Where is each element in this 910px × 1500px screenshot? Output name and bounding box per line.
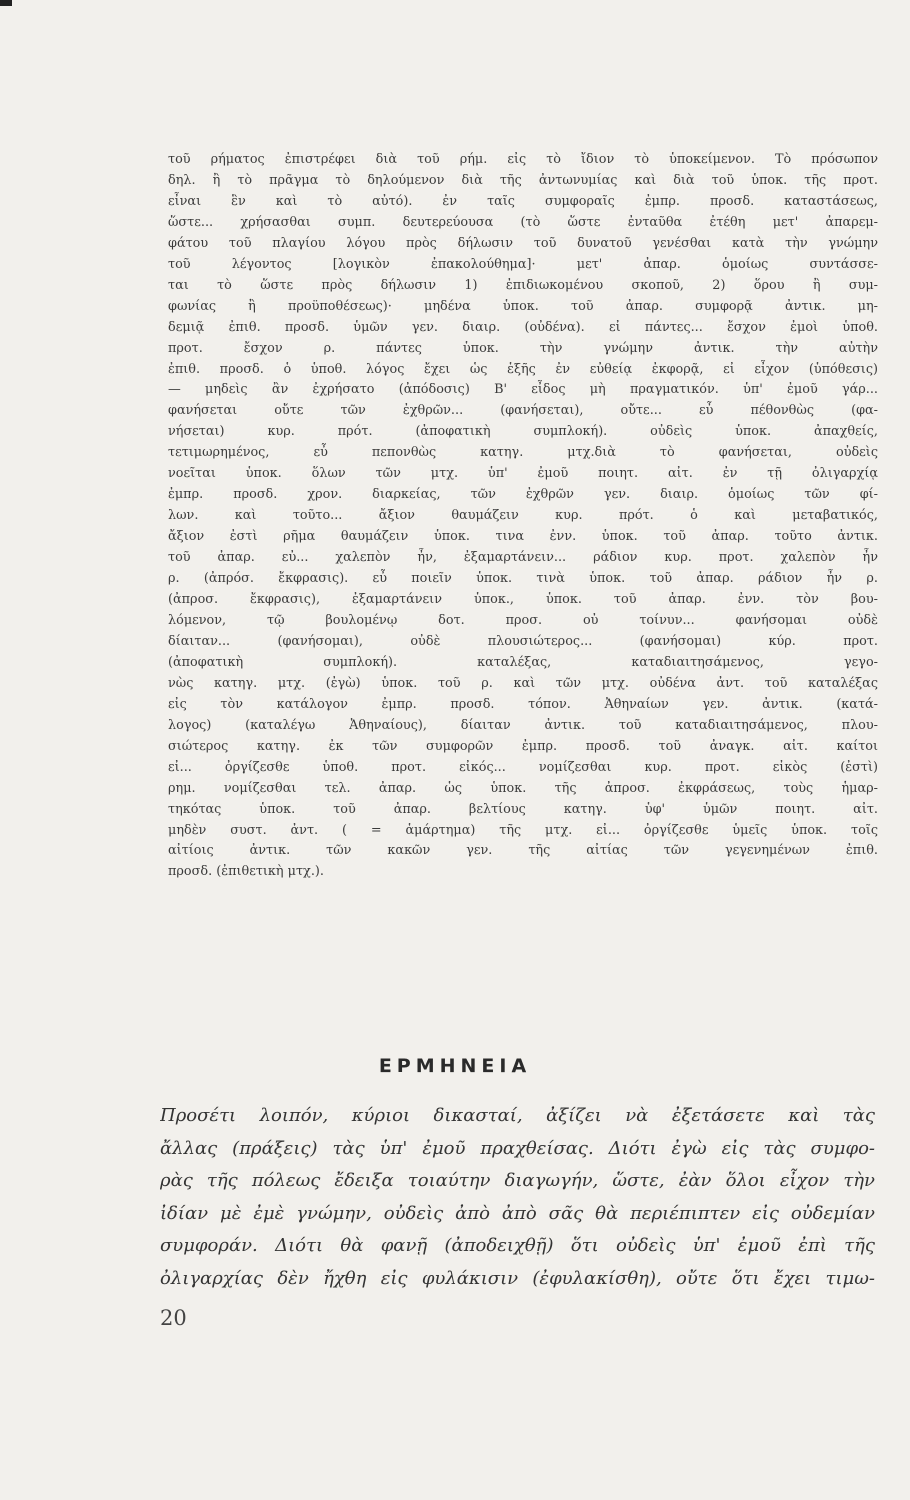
- commentary-line: νοεῖται ὑποκ. ὅλων τῶν μτχ. ὑπ' ἐμοῦ ποιητ. αἰτ. ἐν τῇ ὀλιγαρχίᾳ: [168, 466, 878, 482]
- commentary-line: λων. καὶ τοῦτο... ἄξιον θαυμάζειν κυρ. πρότ. ὁ καὶ μεταβατικός,: [168, 508, 878, 524]
- commentary-line: εἰ... ὀργίζεσθε ὑποθ. προτ. εἰκός... νομίζεσθαι κυρ. προτ. εἰκὸς (ἐστὶ): [168, 759, 878, 775]
- commentary-line: νήσεται) κυρ. πρότ. (ἀποφατικὴ συμπλοκή). οὐδεὶς ὑποκ. ἀπαχθείς,: [168, 424, 878, 440]
- commentary-line: δίαιταν... (φανήσομαι), οὐδὲ πλουσιώτερος... (φανήσομαι) κύρ. προτ.: [168, 633, 878, 649]
- translation-line: ρὰς τῆς πόλεως ἔδειξα τοιαύτην διαγωγήν, ὥστε, ἐὰν ὅλοι εἶχον τὴν: [160, 1170, 875, 1191]
- commentary-line: δηλ. ἢ τὸ πρᾶγμα τὸ δηλούμενον διὰ τῆς ἀντωνυμίας καὶ διὰ τοῦ ὑποκ. τῆς προτ.: [168, 172, 878, 188]
- commentary-line: λόμενον, τῷ βουλομένῳ δοτ. προσ. οὐ τοίνυν... φανήσομαι οὐδὲ: [168, 612, 878, 628]
- commentary-line: εἰς τὸν κατάλογον ἐμπρ. προσδ. τόπον. Ἀθηναίων γεν. ἀντικ. (κατά-: [168, 696, 878, 712]
- commentary-line: σιώτερος κατηγ. ἐκ τῶν συμφορῶν ἐμπρ. προσδ. τοῦ ἀναγκ. αἰτ. καίτοι: [168, 738, 878, 754]
- commentary-line: τοῦ ρήματος ἐπιστρέφει διὰ τοῦ ρήμ. εἰς τὸ ἴδιον τὸ ὑποκείμενον. Τὸ πρόσωπον: [168, 152, 878, 167]
- commentary-line: τετιμωρημένος, εὖ πεπονθὼς κατηγ. μτχ.διὰ τὸ φανήσεται, οὐδεὶς: [168, 445, 878, 461]
- commentary-line: φάτου τοῦ πλαγίου λόγου πρὸς δήλωσιν τοῦ δυνατοῦ γενέσθαι κατὰ τὴν γνώμην: [168, 235, 878, 251]
- commentary-line: ἐπιθ. προσδ. ὁ ὑποθ. λόγος ἔχει ὡς ἑξῆς ἐν εὐθείᾳ ἐκφορᾷ, εἰ εἶχον (ὑπόθεσις): [168, 361, 878, 377]
- translation-text: [160, 1100, 875, 1295]
- commentary-line: φανήσεται οὔτε τῶν ἐχθρῶν... (φανήσεται), οὔτε... εὖ πέθονθὼς (φα-: [168, 403, 878, 419]
- commentary-line: τηκότας ὑποκ. τοῦ ἀπαρ. βελτίους κατηγ. ὑφ' ὑμῶν ποιητ. αἰτ.: [168, 801, 878, 817]
- scan-corner-mark: [0, 0, 12, 6]
- commentary-line: ἄξιον ἐστὶ ρῆμα θαυμάζειν ὑποκ. τινα ἐνν. ὑποκ. τοῦ ἀπαρ. τοῦτο ἀντικ.: [168, 529, 878, 545]
- translation-line: ἄλλας (πράξεις) τὰς ὑπ' ἐμοῦ πραχθείσας. Διότι ἐγὼ εἰς τὰς συμφο-: [160, 1137, 875, 1159]
- commentary-line: ἐμπρ. προσδ. χρον. διαρκείας, τῶν ἐχθρῶν γεν. διαιρ. ὁμοίως τῶν φί-: [168, 487, 878, 503]
- translation-line: συμφοράν. Διότι θὰ φανῇ (ἀποδειχθῇ) ὅτι οὐδεὶς ὑπ' ἐμοῦ ἐπὶ τῆς: [160, 1235, 875, 1256]
- translation-line: Προσέτι λοιπόν, κύριοι δικασταί, ἀξίζει νὰ ἐξετάσετε καὶ τὰς: [160, 1105, 875, 1126]
- commentary-line: δεμιᾷ ἐπιθ. προσδ. ὑμῶν γεν. διαιρ. (οὐδένα). εἰ πάντες... ἔσχον ἐμοὶ ὑποθ.: [168, 319, 878, 335]
- commentary-line: νὼς κατηγ. μτχ. (ἐγὼ) ὑποκ. τοῦ ρ. καὶ τῶν μτχ. οὐδένα ἀντ. τοῦ καταλέξας: [168, 675, 878, 691]
- section-heading: ΕΡΜΗΝΕΙΑ: [378, 1055, 532, 1077]
- commentary-line: (ἀπροσ. ἔκφρασις), ἐξαμαρτάνειν ὑποκ., ὑποκ. τοῦ ἀπαρ. ἐνν. τὸν βου-: [168, 592, 878, 608]
- commentary-line: ρημ. νομίζεσθαι τελ. ἀπαρ. ὡς ὑποκ. τῆς ἀπροσ. ἐκφράσεως, τοὺς ἡμαρ-: [168, 780, 878, 796]
- commentary-line: ὥστε... χρήσασθαι συμπ. δευτερεύουσα (τὸ ὥστε ἐνταῦθα ἐτέθη μετ' ἀπαρεμ-: [168, 214, 878, 230]
- commentary-line: εἶναι ἓν καὶ τὸ αὐτό). ἐν ταῖς συμφοραῖς ἐμπρ. προσδ. καταστάσεως,: [168, 193, 878, 209]
- commentary-line: μηδὲν συστ. ἀντ. ( = ἁμάρτημα) τῆς μτχ. εἰ... ὀργίζεσθε ὑμεῖς ὑποκ. τοῖς: [168, 822, 878, 838]
- commentary-line: αἰτίοις ἀντικ. τῶν κακῶν γεν. τῆς αἰτίας τῶν γεγενημένων ἐπιθ.: [168, 843, 878, 859]
- commentary-line: ρ. (ἀπρόσ. ἔκφρασις). εὖ ποιεῖν ὑποκ. τινὰ ὑποκ. τοῦ ἀπαρ. ράδιον ἦν ρ.: [168, 571, 878, 587]
- commentary-line: τοῦ ἀπαρ. εὐ... χαλεπὸν ἦν, ἐξαμαρτάνειν... ράδιον κυρ. προτ. χαλεπὸν ἦν: [168, 550, 878, 566]
- commentary-line: ται τὸ ὥστε πρὸς δήλωσιν 1) ἐπιδιωκομένου σκοποῦ, 2) ὅρου ἢ συμ-: [168, 277, 878, 293]
- commentary-line: προτ. ἔσχον ρ. πάντες ὑποκ. τὴν γνώμην ἀντικ. τὴν αὐτὴν: [168, 340, 878, 356]
- commentary-line: (ἀποφατικὴ συμπλοκή). καταλέξας, καταδιαιτησάμενος, γεγο-: [168, 654, 878, 670]
- grammatical-commentary: [168, 150, 878, 883]
- commentary-line: τοῦ λέγοντος [λογικὸν ἐπακολούθημα]· μετ' ἀπαρ. ὁμοίως συντάσσε-: [168, 256, 878, 272]
- commentary-line: φωνίας ἢ προϋποθέσεως)· μηδένα ὑποκ. τοῦ ἀπαρ. συμφορᾷ ἀντικ. μη-: [168, 298, 878, 314]
- commentary-line: λογος) (καταλέγω Ἀθηναίους), δίαιταν ἀντικ. τοῦ καταδιαιτησάμενος, πλου-: [168, 717, 878, 733]
- page-number: 20: [160, 1306, 187, 1330]
- commentary-line: προσδ. (ἐπιθετικὴ μτχ.).: [168, 864, 324, 880]
- commentary-line: — μηδεὶς ἂν ἐχρήσατο (ἀπόδοσις) Β' εἶδος μὴ πραγματικόν. ὑπ' ἐμοῦ γάρ...: [168, 382, 878, 398]
- translation-line: ὀλιγαρχίας δὲν ἤχθη εἰς φυλάκισιν (ἐφυλακίσθη), οὔτε ὅτι ἔχει τιμω-: [160, 1267, 875, 1289]
- translation-line: ἰδίαν μὲ ἐμὲ γνώμην, οὐδεὶς ἀπὸ ἀπὸ σᾶς θὰ περιέπιπτεν εἰς οὐδεμίαν: [160, 1202, 875, 1224]
